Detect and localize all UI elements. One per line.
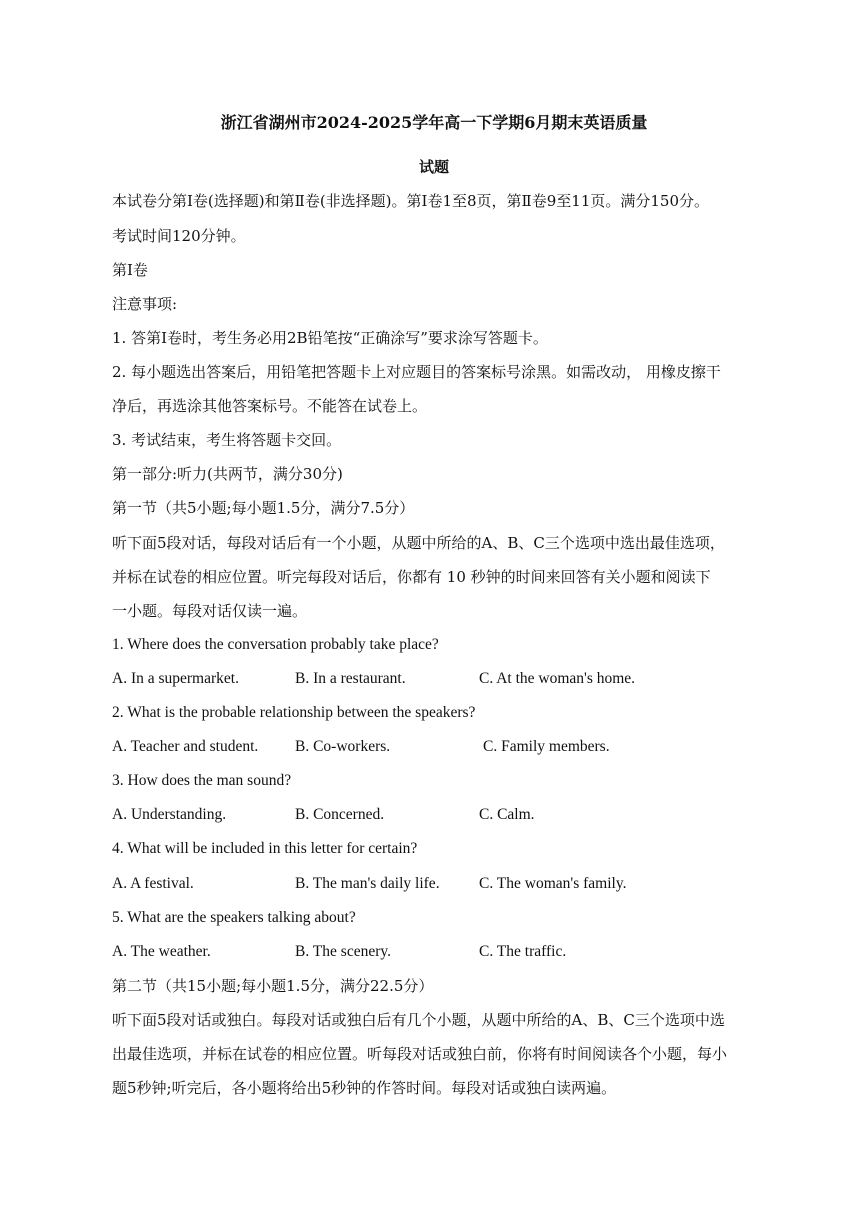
notes-heading: 注意事项: (112, 295, 178, 313)
question-options (112, 805, 712, 825)
option-b: B. Co-workers. (295, 738, 391, 755)
note-line: 1. 答第Ⅰ卷时，考生务必用2B铅笔按“正确涂写”要求涂写答题卡。 (112, 329, 548, 347)
option-a: A. In a supermarket. (112, 670, 239, 687)
option-c: C. Family members. (483, 738, 610, 755)
question-text: 1. Where does the conversation probably take place? (112, 636, 439, 653)
option-a: A. The weather. (112, 943, 211, 960)
option-b: B. The scenery. (295, 943, 391, 960)
question-text: 4. What will be included in this letter for certain? (112, 840, 418, 857)
option-c: C. The woman's family. (479, 875, 627, 892)
option-a: A. Understanding. (112, 806, 227, 823)
exam-subtitle: 试题 (418, 158, 449, 176)
exam-title: 浙江省湖州市2024-2025学年高一下学期6月期末英语质量 (220, 113, 648, 132)
instruction-line: 出最佳选项，并标在试卷的相应位置。听每段对话或独白前，你将有时间阅读各个小题，每小 (112, 1045, 728, 1063)
option-b: B. Concerned. (295, 806, 385, 823)
intro-line: 本试卷分第Ⅰ卷(选择题)和第Ⅱ卷(非选择题)。第Ⅰ卷1至8页，第Ⅱ卷9至11页。满分150分。 (112, 192, 710, 210)
note-line: 3. 考试结束，考生将答题卡交回。 (112, 431, 342, 449)
question-options (112, 737, 712, 757)
part-heading: 第一部分:听力(共两节，满分30分) (112, 465, 343, 483)
volume-heading: 第Ⅰ卷 (112, 261, 148, 279)
note-line: 2. 每小题选出答案后，用铅笔把答题卡上对应题目的答案标号涂黑。如需改动， 用橡皮擦干 (112, 363, 721, 381)
option-a: A. Teacher and student. (112, 738, 259, 755)
instruction-line: 听下面5段对话或独白。每段对话或独白后有几个小题，从题中所给的A、B、C三个选项中选 (112, 1011, 725, 1029)
note-line: 净后，再选涂其他答案标号。不能答在试卷上。 (112, 397, 428, 415)
instruction-line: 一小题。每段对话仅读一遍。 (112, 602, 308, 620)
question-text: 3. How does the man sound? (112, 772, 292, 789)
instruction-line: 听下面5段对话，每段对话后有一个小题，从题中所给的A、B、C三个选项中选出最佳选项， (112, 534, 725, 552)
option-c: C. The traffic. (479, 943, 567, 960)
option-c: C. Calm. (479, 806, 535, 823)
question-text: 2. What is the probable relationship between the speakers? (112, 704, 476, 721)
section-heading: 第二节（共15小题;每小题1.5分，满分22.5分） (112, 977, 434, 995)
option-b: B. The man's daily life. (295, 875, 440, 892)
intro-line: 考试时间120分钟。 (112, 227, 246, 245)
question-options (112, 874, 712, 894)
question-text: 5. What are the speakers talking about? (112, 909, 356, 926)
question-options (112, 669, 712, 689)
instruction-line: 并标在试卷的相应位置。听完每段对话后，你都有 10 秒钟的时间来回答有关小题和阅读下 (112, 568, 711, 586)
question-options (112, 942, 712, 962)
option-c: C. At the woman's home. (479, 670, 636, 687)
section-heading: 第一节（共5小题;每小题1.5分，满分7.5分） (112, 499, 415, 517)
option-a: A. A festival. (112, 875, 194, 892)
instruction-line: 题5秒钟;听完后，各小题将给出5秒钟的作答时间。每段对话或独白读两遍。 (112, 1079, 617, 1097)
option-b: B. In a restaurant. (295, 670, 406, 687)
